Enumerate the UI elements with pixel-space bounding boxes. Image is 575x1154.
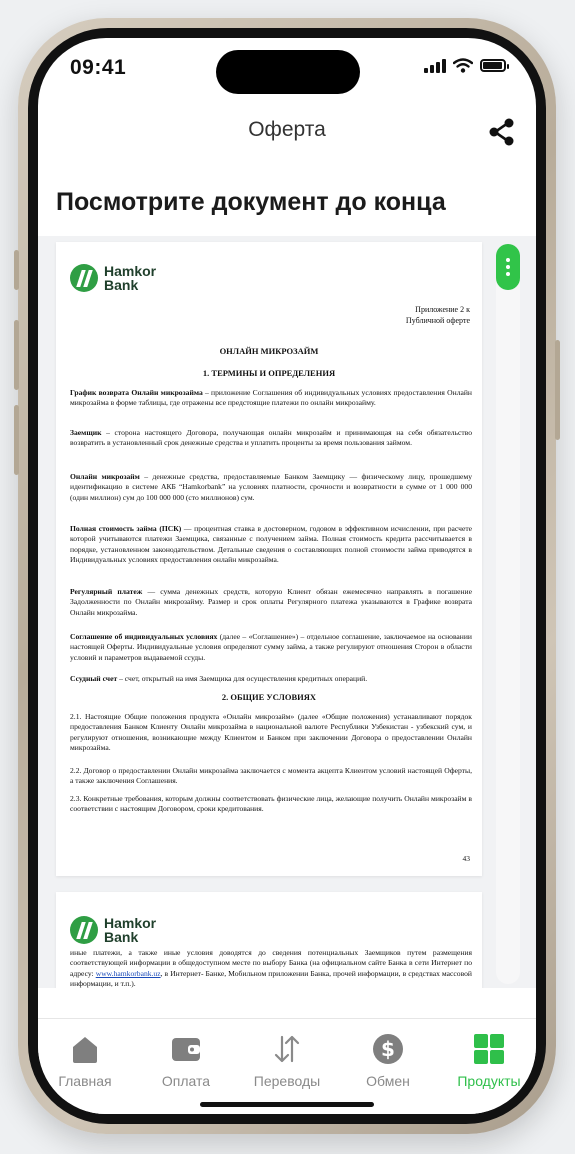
definition: (далее – «Соглашение») – отдельное соглашение, заключаемое на основании настоящей Оферты. Индивидуальные условия определяют сумму займа, а также регулируют отношения Сторон в области условий и параметров выдаваемой ссуды. <box>70 632 472 662</box>
tab-products[interactable] <box>441 1031 536 1089</box>
definition: – счет, открытый на имя Заемщика для осуществления кредитных операций. <box>117 674 368 683</box>
tab-label: Оплата <box>161 1073 211 1089</box>
definition-paragraph <box>70 388 472 409</box>
status-bar <box>38 38 536 98</box>
cellular-signal-icon <box>424 58 446 73</box>
clause-paragraph: 2.3. Конкретные требования, которым должны соответствовать физические лица, желающие получить Онлайн микрозайм в соответствии с настоящим Договором, сроки кредитования. <box>70 794 472 814</box>
share-icon <box>486 116 518 148</box>
section-heading: 1. ТЕРМИНЫ И ОПРЕДЕЛЕНИЯ <box>202 368 336 378</box>
term: График возврата Онлайн микрозайма <box>70 388 203 397</box>
phone-screen <box>38 38 536 1114</box>
side-button <box>555 340 560 440</box>
definition-paragraph <box>70 674 472 684</box>
appendix-note: Приложение 2 к Публичной оферте <box>405 305 470 325</box>
definition-paragraph <box>70 587 472 618</box>
home-icon <box>67 1031 103 1067</box>
tab-label: Главная <box>58 1073 112 1089</box>
tab-exchange[interactable] <box>340 1031 436 1089</box>
logo-text: Hamkor Bank <box>104 915 157 945</box>
bottom-tab-bar <box>38 1018 536 1114</box>
status-time: 09:41 <box>70 56 127 79</box>
definition: – приложение Соглашения об индивидуальных условиях предоставления Онлайн микрозайма в форме таблицы, где отражены все предстоящие платежи по онлайн микрозайму. <box>70 388 472 408</box>
term: Полная стоимость займа (ПСК) <box>70 524 182 533</box>
side-button <box>14 320 19 390</box>
document-title: ОНЛАЙН МИКРОЗАЙМ <box>219 346 319 356</box>
tab-label: Обмен <box>366 1073 410 1089</box>
definition: — сумма денежных средств, которую Клиент обязан ежемесячно направлять в погашение Задолженности по Онлайн микрозайму. Размер и срок оплаты Регулярного платежа указываются в Графике возврата Онлайн микрозайма. <box>70 587 472 617</box>
side-button <box>14 405 19 475</box>
side-button <box>14 250 19 290</box>
status-icons <box>424 58 506 73</box>
clause-paragraph <box>70 948 472 988</box>
document-viewer[interactable] <box>38 236 536 988</box>
definition: – сторона настоящего Договора, получающая онлайн микрозайм и принимающая на себя обязательство возвратить в установленный срок денежные средства и уплатить проценты за время пользования займом. <box>70 428 472 448</box>
dollar-coin-icon <box>370 1031 406 1067</box>
wifi-icon <box>453 58 473 73</box>
document-page <box>56 892 482 988</box>
term: Ссудный счет <box>70 674 118 683</box>
tab-label: Продукты <box>457 1073 521 1089</box>
clause-paragraph: 2.1. Настоящие Общие положения продукта «Онлайн микрозайм» (далее «Общие положения) устанавливают порядок предоставления Банком Клиенту Онлайн микрозайма в национальной валюте Республики Узбекистан - узбекский сум, и регулируют отношения, возникающие между Клиентом и Банком при заключении Договора о предоставлении Онлайн микрозайма. <box>70 712 472 753</box>
definition-paragraph <box>70 428 472 449</box>
page-number: 43 <box>462 854 470 863</box>
dynamic-island <box>216 50 360 94</box>
tab-home[interactable] <box>38 1031 133 1089</box>
logo-text: Hamkor Bank <box>104 263 157 293</box>
share-button[interactable] <box>486 116 518 148</box>
hamkor-bank-logo <box>70 916 156 944</box>
hamkor-logo-icon <box>70 916 98 944</box>
paragraph-text: , в Интернет- Банке, Мобильном приложении Банка, прочей информации, в средствах массовой информации, и т.п.). <box>70 968 472 988</box>
battery-icon <box>480 59 506 72</box>
hamkor-bank-logo <box>70 264 156 292</box>
tab-transfers[interactable] <box>239 1031 335 1089</box>
tab-label: Переводы <box>253 1073 321 1089</box>
term: Онлайн микрозайм <box>70 472 140 481</box>
definition: — процентная ставка в достоверном, годовом в эффективном исчислении, при расчете которой учитываются платежи Заемщика, связанные с получением займа. Полная стоимость кредита рассчитывается в порядке, установленном законодательством. Детальные сведения о составляющих полной стоимости займа приводятся в Индивидуальных условиях предоставления онлайн микрозайма. <box>70 524 473 565</box>
paragraph-text: иные платежи, а также иные условия доводятся до сведения потенциальных Заемщиков путем размещения соответствующей информации в общедоступном месте по выбору Банка (на официальном сайте Банка в сети Интернет по адресу: <box>70 948 472 978</box>
clause-paragraph: 2.2. Договор о предоставлении Онлайн микрозайма заключается с момента акцепта Клиентом условий настоящей Оферты, а также заключения Соглашения. <box>70 766 472 786</box>
screen-heading: Посмотрите документ до конца <box>56 188 446 216</box>
definition-paragraph <box>70 472 472 503</box>
svg-text:$: $ <box>381 1037 395 1061</box>
wallet-icon <box>168 1031 204 1067</box>
section-heading: 2. ОБЩИЕ УСЛОВИЯХ <box>221 692 317 702</box>
page-title: Оферта <box>248 118 326 141</box>
definition-paragraph <box>70 632 472 663</box>
grid-products-icon <box>471 1031 507 1067</box>
term: Заемщик <box>70 428 102 437</box>
term: Соглашение об индивидуальных условиях <box>70 632 218 641</box>
scrollbar-thumb[interactable] <box>496 244 520 290</box>
hamkor-logo-icon <box>70 264 98 292</box>
term: Регулярный платеж <box>70 587 143 596</box>
transfer-arrows-icon <box>269 1031 305 1067</box>
document-page <box>56 242 482 876</box>
bank-website-link[interactable]: www.hamkorbank.uz <box>95 968 161 978</box>
scrollbar-track[interactable] <box>496 244 520 984</box>
definition-paragraph <box>70 524 472 566</box>
definition: – денежные средства, предоставляемые Банком Заемщику — физическому лицу, прошедшему идентификацию в системе АКБ “Hamkorbank” на условиях платности, срочности и возвратности в сумме от 1 000 000 (один миллион) сум до 100 000 000 (сто миллионов) сум. <box>70 472 473 502</box>
home-indicator[interactable] <box>200 1102 374 1107</box>
tab-payment[interactable] <box>138 1031 234 1089</box>
